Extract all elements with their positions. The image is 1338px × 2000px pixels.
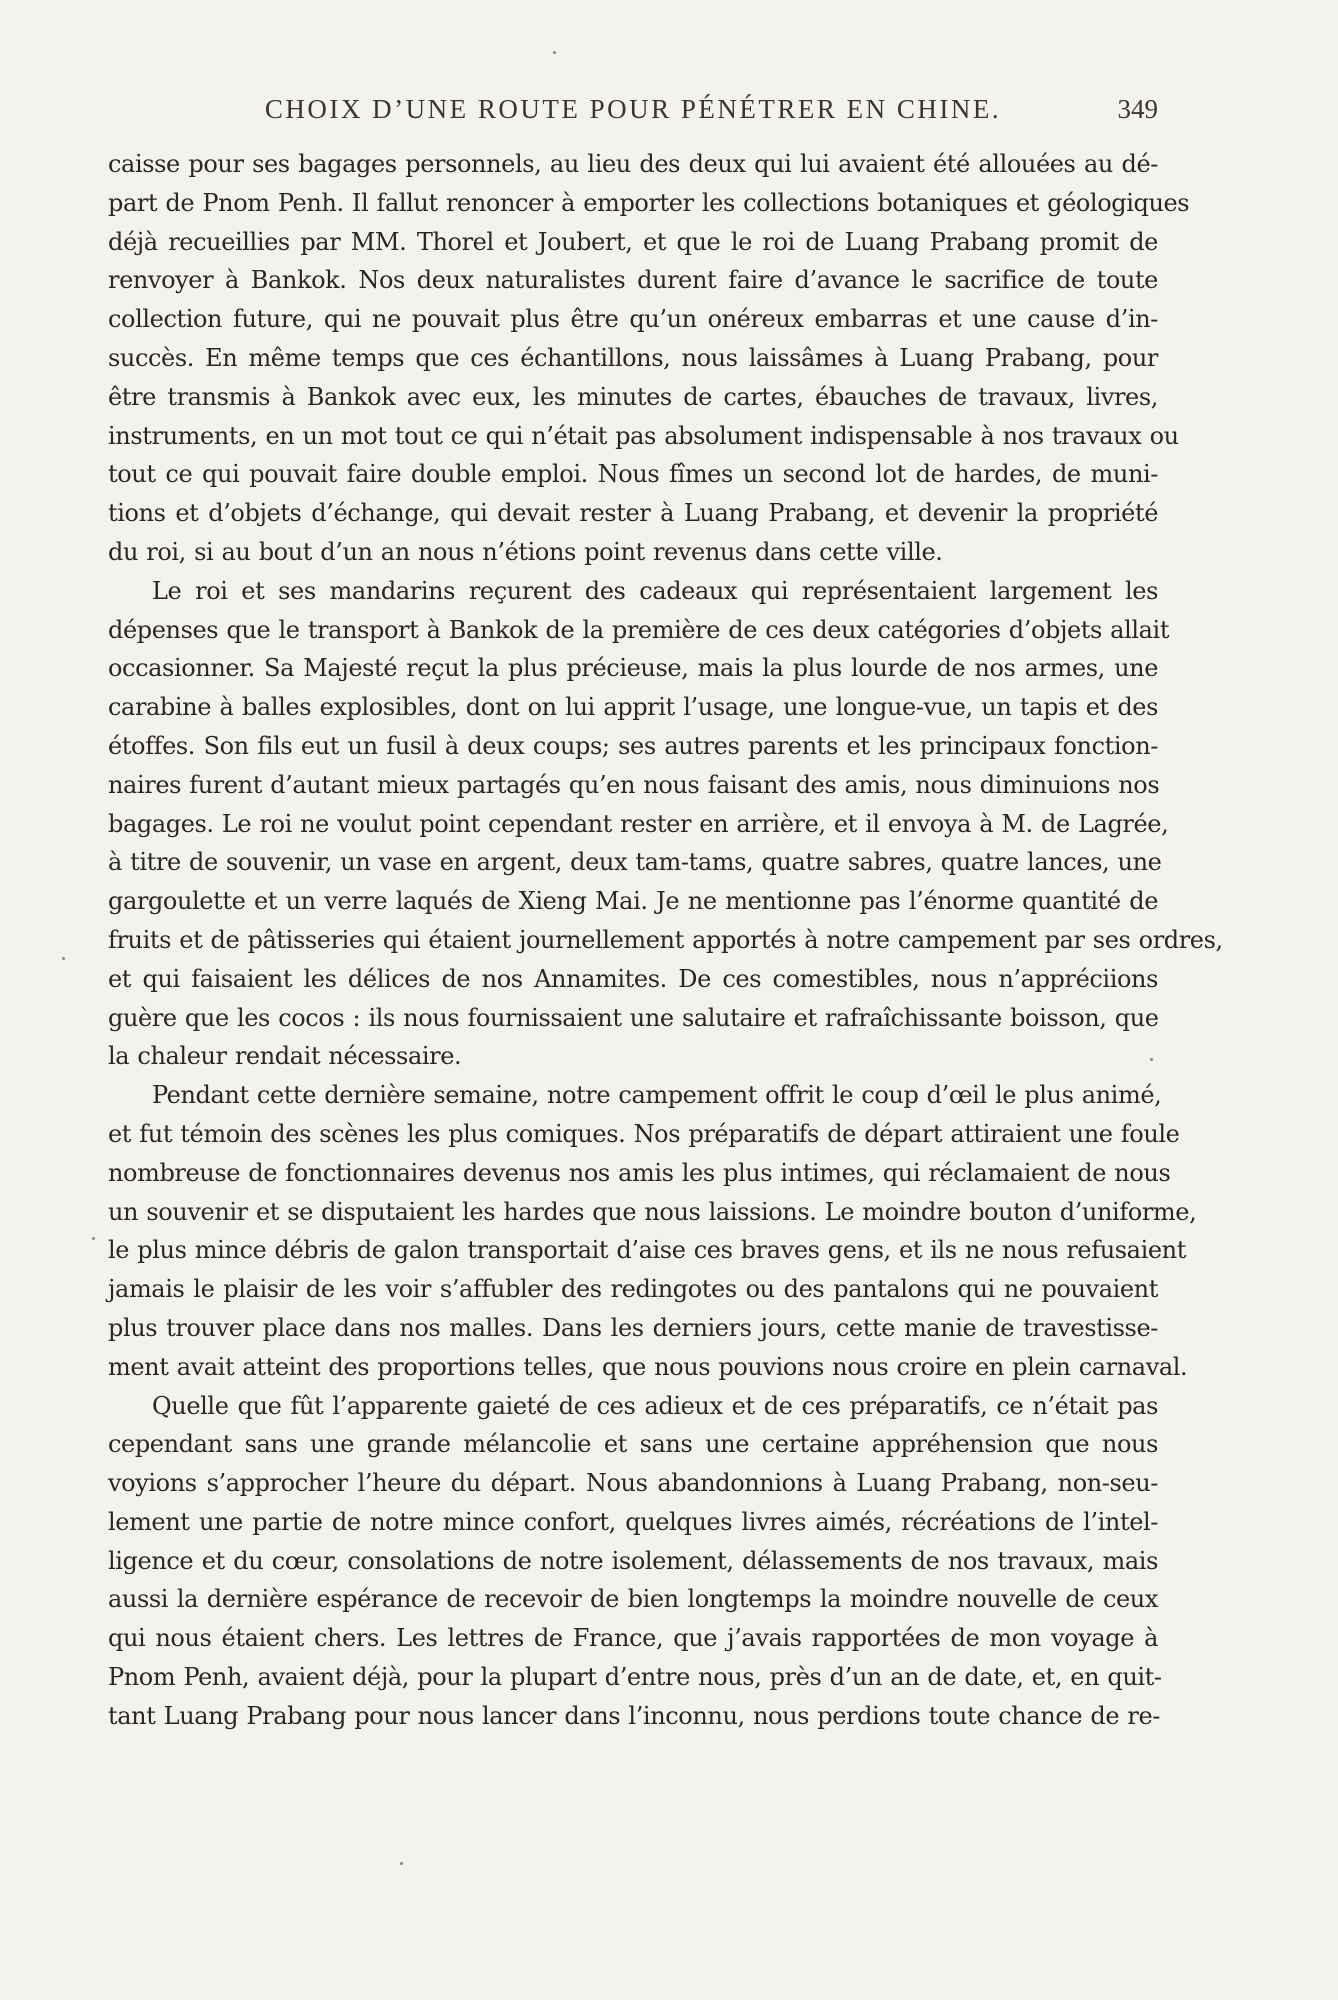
text-line: succès. En même temps que ces échantillons, nous laissâmes à Luang Prabang, pour [108, 343, 1158, 372]
text-line: du roi, si au bout d’un an nous n’étions point revenus dans cette ville. [108, 537, 943, 566]
text-line: Le roi et ses mandarins reçurent des cadeaux qui représentaient largement les [152, 576, 1158, 605]
text-line: un souvenir et se disputaient les hardes que nous laissions. Le moindre bouton d’uniforme, [108, 1197, 1197, 1226]
text-line: le plus mince débris de galon transportait d’aise ces braves gens, et ils ne nous refusaient [108, 1236, 1186, 1265]
text-line: fruits et de pâtisseries qui étaient journellement apportés à notre campement par ses ordres, [108, 925, 1223, 954]
paper-speck [553, 51, 556, 54]
text-line: tions et d’objets d’échange, qui devait rester à Luang Prabang, et devenir la propriété [108, 499, 1158, 528]
text-line: tant Luang Prabang pour nous lancer dans l’inconnu, nous perdions toute chance de re- [108, 1701, 1160, 1730]
paper-speck [400, 1862, 403, 1865]
text-line: qui nous étaient chers. Les lettres de France, que j’avais rapportées de mon voyage à [108, 1624, 1158, 1653]
text-line: et qui faisaient les délices de nos Annamites. De ces comestibles, nous n’appréciions [108, 964, 1158, 993]
text-line: lement une partie de notre mince confort, quelques livres aimés, récréations de l’intel- [108, 1507, 1158, 1536]
paragraph-3 [108, 1076, 1197, 1386]
running-head [108, 94, 1158, 134]
body-text [108, 145, 1223, 1736]
text-line: Pendant cette dernière semaine, notre campement offrit le coup d’œil le plus animé, [152, 1081, 1162, 1110]
text-line: jamais le plaisir de les voir s’affubler des redingotes ou des pantalons qui ne pouvaient [108, 1275, 1158, 1304]
text-line: collection future, qui ne pouvait plus être qu’un onéreux embarras et une cause d’in- [108, 305, 1158, 334]
text-line: instruments, en un mot tout ce qui n’était pas absolument indispensable à nos travaux ou [108, 421, 1179, 450]
text-line: étoffes. Son fils eut un fusil à deux coups; ses autres parents et les principaux fonction- [108, 731, 1158, 760]
text-line: Quelle que fût l’apparente gaieté de ces adieux et de ces préparatifs, ce n’était pas [152, 1391, 1158, 1420]
page-number: 349 [1117, 94, 1158, 124]
text-line: déjà recueillies par MM. Thorel et Joubert, et que le roi de Luang Prabang promit de [108, 227, 1158, 256]
paper-speck [92, 1237, 95, 1240]
text-line: occasionner. Sa Majesté reçut la plus précieuse, mais la plus lourde de nos armes, une [108, 654, 1158, 683]
text-line: caisse pour ses bagages personnels, au lieu des deux qui lui avaient été allouées au dé- [108, 150, 1158, 178]
text-line: Pnom Penh, avaient déjà, pour la plupart d’entre nous, près d’un an de date, et, en quit- [108, 1663, 1162, 1692]
text-line: nombreuse de fonctionnaires devenus nos amis les plus intimes, qui réclamaient de nous [108, 1158, 1171, 1187]
text-line: part de Pnom Penh. Il fallut renoncer à emporter les collections botaniques et géologiques [108, 188, 1190, 217]
paragraph-1 [108, 145, 1190, 572]
text-line: bagages. Le roi ne voulut point cependant rester en arrière, et il envoya à M. de Lagrée, [108, 809, 1169, 838]
text-line: carabine à balles explosibles, dont on lui apprit l’usage, une longue-vue, un tapis et des [108, 693, 1158, 722]
text-line: aussi la dernière espérance de recevoir de bien longtemps la moindre nouvelle de ceux [108, 1585, 1158, 1614]
text-line: ment avait atteint des proportions telles, que nous pouvions nous croire en plein carnaval. [108, 1352, 1188, 1381]
paper-speck [62, 957, 65, 960]
paragraph-2 [108, 572, 1223, 1076]
text-line: être transmis à Bankok avec eux, les minutes de cartes, ébauches de travaux, livres, [108, 382, 1158, 411]
paper-speck [1150, 1058, 1153, 1061]
text-line: gargoulette et un verre laqués de Xieng Mai. Je ne mentionne pas l’énorme quantité de [108, 887, 1158, 916]
text-line: guère que les cocos : ils nous fournissaient une salutaire et rafraîchissante boisson, que [108, 1003, 1159, 1032]
text-line: renvoyer à Bankok. Nos deux naturalistes durent faire d’avance le sacrifice de toute [108, 266, 1158, 295]
text-line: naires furent d’autant mieux partagés qu’en nous faisant des amis, nous diminuions nos [108, 770, 1160, 799]
text-line: à titre de souvenir, un vase en argent, deux tam-tams, quatre sabres, quatre lances, une [108, 848, 1162, 877]
running-title: CHOIX D’UNE ROUTE POUR PÉNÉTRER EN CHINE. [264, 94, 1002, 124]
text-line: plus trouver place dans nos malles. Dans les derniers jours, cette manie de travestisse- [108, 1313, 1158, 1342]
text-line: dépenses que le transport à Bankok de la première de ces deux catégories d’objets allait [108, 615, 1170, 644]
text-line: et fut témoin des scènes les plus comiques. Nos préparatifs de départ attiraient une foule [108, 1119, 1180, 1148]
text-line: tout ce qui pouvait faire double emploi. Nous fîmes un second lot de hardes, de muni- [108, 460, 1158, 489]
text-line: cependant sans une grande mélancolie et sans une certaine appréhension que nous [108, 1430, 1158, 1459]
paragraph-4 [108, 1387, 1162, 1736]
text-line: la chaleur rendait nécessaire. [108, 1042, 462, 1071]
text-line: voyions s’approcher l’heure du départ. Nous abandonnions à Luang Prabang, non-seu- [108, 1469, 1158, 1498]
text-line: ligence et du cœur, consolations de notre isolement, délassements de nos travaux, mais [108, 1546, 1158, 1575]
